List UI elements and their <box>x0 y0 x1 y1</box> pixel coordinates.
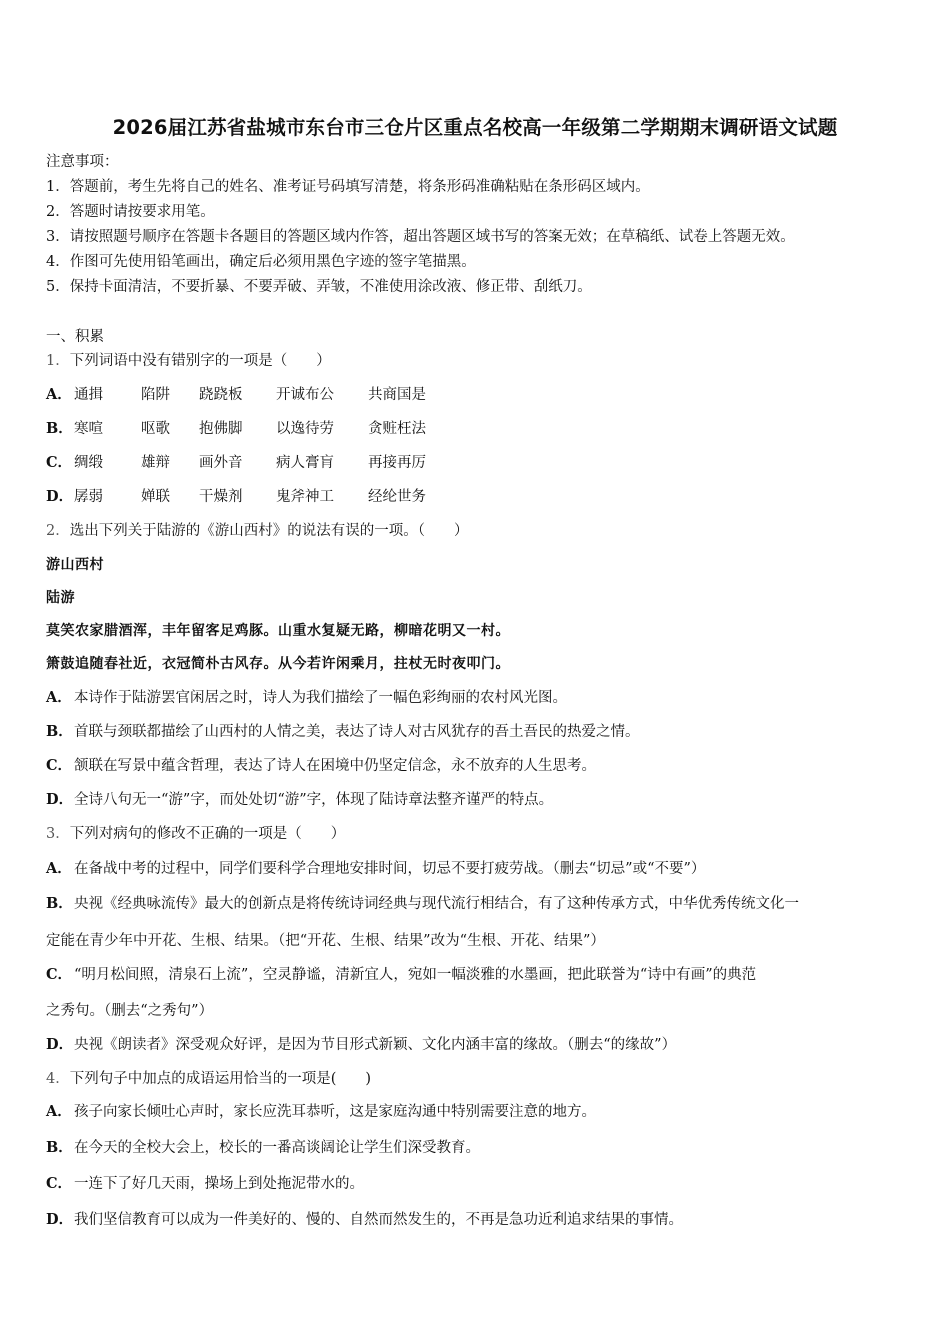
option-letter: B． <box>46 723 73 740</box>
option-word: 共商国是 <box>368 387 426 403</box>
q4-option-b <box>46 1138 480 1158</box>
option-text: 央视《朗读者》深受观众好评，是因为节目形式新颖、文化内涵丰富的缘故。（删去“的缘故”） <box>74 1037 677 1053</box>
option-word: 雄辩 <box>141 455 170 471</box>
option-word: 再接再厉 <box>368 455 426 471</box>
option-word: 孱弱 <box>74 489 103 505</box>
option-word: 贪赃枉法 <box>368 421 426 437</box>
option-word: 开诚布公 <box>276 387 334 403</box>
poem-line-1: 莫笑农家腊酒浑，丰年留客足鸡豚。山重水复疑无路，柳暗花明又一村。 <box>46 623 510 639</box>
notice-heading: 注意事项： <box>46 154 119 170</box>
notice-item-5: 5．保持卡面清洁，不要折暴、不要弄破、弄皱，不准使用涂改液、修正带、刮纸刀。 <box>46 279 592 295</box>
option-letter: D． <box>46 488 74 505</box>
option-text: 本诗作于陆游罢官闲居之时，诗人为我们描绘了一幅色彩绚丽的农村风光图。 <box>74 690 567 706</box>
option-letter: D． <box>46 1211 74 1228</box>
option-letter: A． <box>46 689 72 706</box>
q1-option-b <box>46 419 426 439</box>
option-letter: D． <box>46 1036 74 1053</box>
option-word: 鬼斧神工 <box>276 489 334 505</box>
option-word: 通揖 <box>74 387 103 403</box>
option-letter: D． <box>46 791 74 808</box>
q3-option-c-continued: 之秀句。（删去“之秀句”） <box>46 1003 214 1019</box>
option-letter: C． <box>46 757 73 774</box>
q1-option-a <box>46 385 426 405</box>
option-text: 央视《经典咏流传》最大的创新点是将传统诗词经典与现代流行相结合，有了这种传承方式，中华优秀传统文化一 <box>74 896 799 912</box>
option-word: 绸缎 <box>74 455 103 471</box>
option-text: 在今天的全校大会上，校长的一番高谈阔论让学生们深受教育。 <box>74 1140 480 1156</box>
q3-option-c <box>46 965 756 985</box>
option-word: 病人膏肓 <box>276 455 334 471</box>
option-letter: A． <box>46 386 72 403</box>
option-word: 婵联 <box>141 489 170 505</box>
question-number: 3． <box>46 826 70 842</box>
exam-title: 2026届江苏省盐城市东台市三仓片区重点名校高一年级第二学期期末调研语文试题 <box>112 116 838 139</box>
notice-item-4: 4．作图可先使用铅笔画出，确定后必须用黑色字迹的签字笔描黑。 <box>46 254 476 270</box>
option-text: “明月松间照，清泉石上流”，空灵静谧，清新宜人，宛如一幅淡雅的水墨画，把此联誉为“诗中有画”的典范 <box>74 967 757 983</box>
q4-option-a <box>46 1102 596 1122</box>
question-stem: 下列句子中加点的成语运用恰当的一项是( ) <box>69 1071 372 1087</box>
section-heading-jilei: 一、积累 <box>46 329 104 345</box>
q1-option-d <box>46 487 426 507</box>
question-number: 4． <box>46 1071 70 1087</box>
option-letter: A． <box>46 1103 72 1120</box>
option-text: 孩子向家长倾吐心声时，家长应洗耳恭听，这是家庭沟通中特别需要注意的地方。 <box>74 1104 596 1120</box>
option-letter: C． <box>46 454 73 471</box>
question-stem: 下列词语中没有错别字的一项是（ ） <box>69 353 331 369</box>
option-word: 跷跷板 <box>199 387 243 403</box>
q2-option-d <box>46 790 553 810</box>
question-number: 1． <box>46 353 70 369</box>
option-word: 干燥剂 <box>199 489 243 505</box>
option-word: 画外音 <box>199 455 243 471</box>
notice-item-1: 1．答题前，考生先将自己的姓名、准考证号码填写清楚，将条形码准确粘贴在条形码区域内。 <box>46 179 650 195</box>
notice-item-2: 2．答题时请按要求用笔。 <box>46 204 215 220</box>
poem-line-2: 箫鼓追随春社近，衣冠简朴古风存。从今若许闲乘月，拄杖无时夜叩门。 <box>46 656 510 672</box>
question-4 <box>46 1069 371 1089</box>
q4-option-d <box>46 1210 683 1230</box>
option-word: 呕歌 <box>141 421 170 437</box>
q1-option-c <box>46 453 426 473</box>
question-stem: 下列对病句的修改不正确的一项是（ ） <box>69 826 346 842</box>
option-letter: C． <box>46 966 73 983</box>
q3-option-b-continued: 定能在青少年中开花、生根、结果。（把“开花、生根、结果”改为“生根、开花、结果”） <box>46 933 605 949</box>
option-letter: A． <box>46 860 72 877</box>
q2-option-b <box>46 722 640 742</box>
option-letter: B． <box>46 420 73 437</box>
question-3 <box>46 824 345 844</box>
option-letter: C． <box>46 1175 73 1192</box>
option-letter: B． <box>46 895 73 912</box>
q3-option-b <box>46 894 799 914</box>
option-text: 首联与颈联都描绘了山西村的人情之美，表达了诗人对古风犹存的吾土吾民的热爱之情。 <box>74 724 640 740</box>
q3-option-a <box>46 859 705 879</box>
option-word: 陷阱 <box>141 387 170 403</box>
poem-author: 陆游 <box>46 590 75 606</box>
q3-option-d <box>46 1035 676 1055</box>
q2-option-a <box>46 688 567 708</box>
option-text: 我们坚信教育可以成为一件美好的、慢的、自然而然发生的，不再是急功近利追求结果的事情。 <box>74 1212 683 1228</box>
option-word: 经纶世务 <box>368 489 426 505</box>
option-text: 一连下了好几天雨，操场上到处拖泥带水的。 <box>74 1176 364 1192</box>
q4-option-c <box>46 1174 364 1194</box>
question-number: 2． <box>46 523 70 539</box>
option-text: 在备战中考的过程中，同学们要科学合理地安排时间，切忌不要打疲劳战。（删去“切忌”或“不要”） <box>74 861 706 877</box>
option-text: 全诗八句无一“游”字，而处处切“游”字，体现了陆诗章法整齐谨严的特点。 <box>74 792 554 808</box>
option-word: 以逸待劳 <box>276 421 334 437</box>
question-2 <box>46 521 468 541</box>
option-text: 颔联在写景中蕴含哲理，表达了诗人在困境中仍坚定信念，永不放弃的人生思考。 <box>74 758 596 774</box>
question-stem: 选出下列关于陆游的《游山西村》的说法有误的一项。（ ） <box>69 523 469 539</box>
notice-item-3: 3．请按照题号顺序在答题卡各题目的答题区域内作答，超出答题区域书写的答案无效；在草稿纸、试卷上答题无效。 <box>46 229 795 245</box>
poem-title: 游山西村 <box>46 557 104 573</box>
q2-option-c <box>46 756 596 776</box>
question-1 <box>46 351 331 371</box>
option-word: 抱佛脚 <box>199 421 243 437</box>
option-letter: B． <box>46 1139 73 1156</box>
option-word: 寒喧 <box>74 421 103 437</box>
